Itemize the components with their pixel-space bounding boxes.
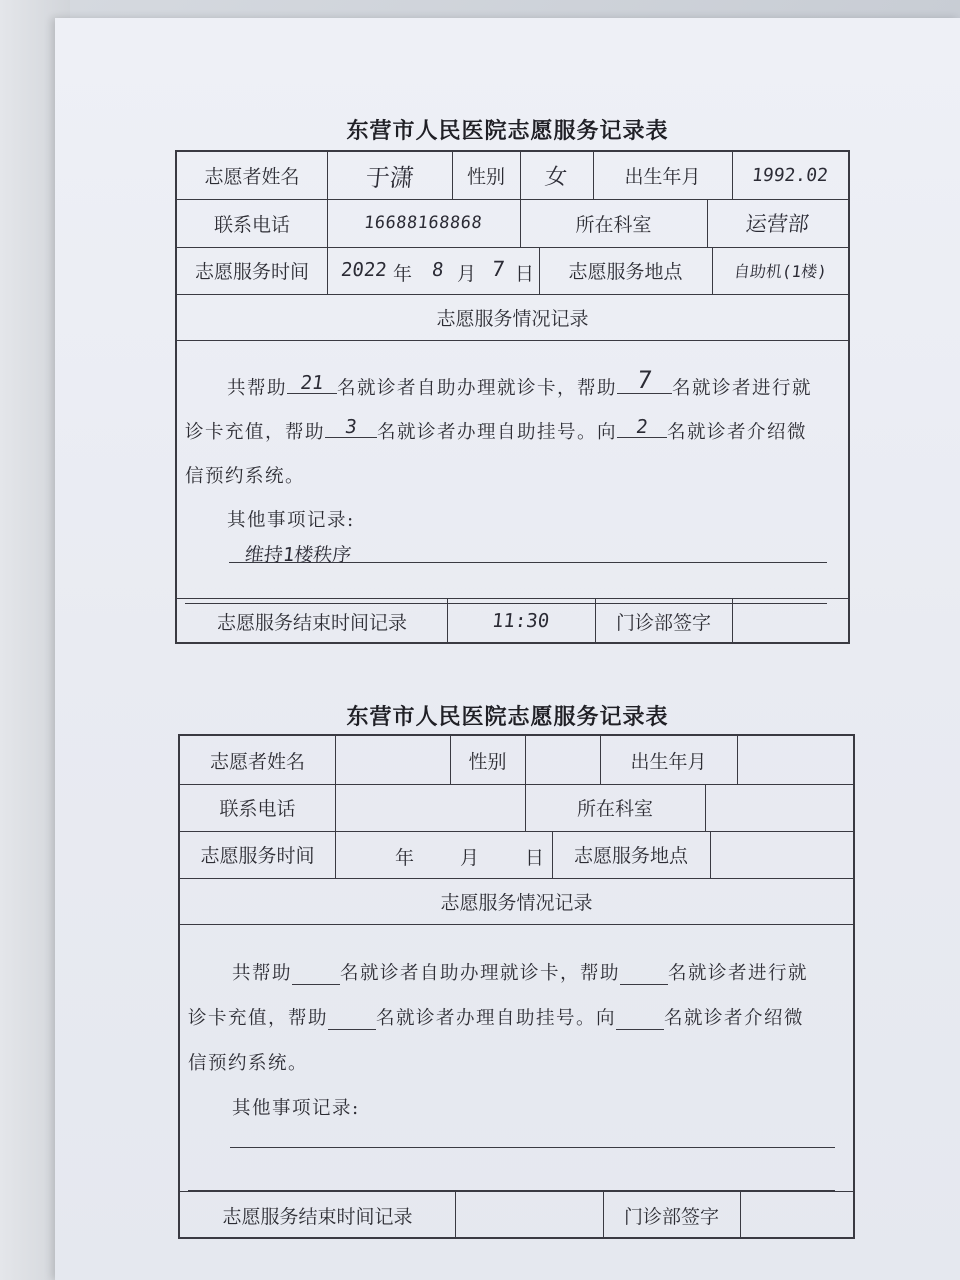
- handwritten-gender: 女: [543, 165, 569, 190]
- form-title: 东营市人民医院志愿服务记录表: [346, 118, 669, 144]
- label-place: 志愿服务地点: [568, 261, 683, 283]
- handwritten-place: 自助机(1楼): [732, 262, 828, 281]
- record-table: [175, 150, 850, 644]
- handwritten-day: 7: [490, 257, 506, 281]
- record-header: 志愿服务情况记录: [440, 891, 593, 914]
- field-phone[interactable]: [327, 199, 520, 247]
- field-gender[interactable]: [520, 152, 593, 199]
- label-sign: 门诊部签字: [615, 611, 711, 634]
- label-dept: 所在科室: [575, 213, 652, 236]
- label-phone: 联系电话: [213, 213, 290, 236]
- blank-count-wechat[interactable]: [616, 1008, 664, 1030]
- handwritten-other: 维持1楼秩序: [243, 544, 353, 566]
- handwritten-birth: 1992.02: [750, 165, 830, 186]
- record-line-2: 诊卡充值，帮助 名就诊者办理自助挂号。向 名就诊者介绍微: [188, 1008, 805, 1029]
- other-label: 其他事项记录:: [227, 510, 355, 531]
- label-day: 日: [525, 847, 545, 869]
- other-line-1[interactable]: [230, 1147, 835, 1148]
- record-table: [178, 734, 855, 1239]
- field-phone[interactable]: [335, 784, 525, 831]
- record-line-3: 信预约系统。: [188, 1053, 309, 1074]
- field-birth[interactable]: [737, 736, 853, 784]
- label-name: 志愿者姓名: [204, 166, 300, 188]
- blank-count-recharge[interactable]: 7: [617, 393, 672, 394]
- blank-count-recharge[interactable]: [620, 963, 668, 985]
- blank-count-card[interactable]: [292, 963, 340, 985]
- blank-count-register[interactable]: 3: [325, 437, 377, 438]
- label-dept: 所在科室: [576, 798, 653, 820]
- record-line-1: 共帮助 21 名就诊者自助办理就诊卡，帮助 7 名就诊者进行就: [227, 366, 813, 399]
- paper-sheet: [55, 18, 960, 1280]
- label-name: 志愿者姓名: [209, 750, 305, 773]
- label-place: 志愿服务地点: [573, 845, 688, 867]
- handwritten-month: 8: [430, 259, 445, 281]
- label-month: 月: [457, 263, 477, 285]
- blank-count-register[interactable]: [328, 1008, 376, 1030]
- blank-count-wechat[interactable]: 2: [617, 437, 667, 438]
- label-end-time: 志愿服务结束时间记录: [216, 611, 407, 634]
- record-line-2: 诊卡充值，帮助 3 名就诊者办理自助挂号。向 2 名就诊者介绍微: [185, 416, 808, 443]
- label-sign: 门诊部签字: [623, 1205, 719, 1228]
- record-line-1: 共帮助 名就诊者自助办理就诊卡，帮助 名就诊者进行就: [232, 963, 809, 984]
- field-end-time[interactable]: [455, 1191, 603, 1239]
- field-dept[interactable]: [707, 199, 848, 247]
- record-line-3: 信预约系统。: [185, 466, 306, 487]
- label-gender: 性别: [468, 750, 507, 773]
- label-month: 月: [460, 847, 480, 869]
- form-2: [55, 658, 960, 1258]
- field-time[interactable]: [327, 247, 539, 294]
- label-year: 年: [393, 263, 413, 285]
- handwritten-year: 2022: [339, 259, 388, 281]
- label-time: 志愿服务时间: [200, 845, 315, 867]
- field-name[interactable]: [335, 736, 450, 784]
- handwritten-dept: 运营部: [744, 212, 811, 236]
- label-phone: 联系电话: [219, 798, 296, 820]
- field-place[interactable]: [710, 831, 853, 878]
- label-year: 年: [395, 847, 415, 869]
- label-birth: 出生年月: [630, 750, 707, 773]
- handwritten-end-time: 11:30: [491, 610, 551, 632]
- field-time[interactable]: [335, 831, 552, 878]
- label-day: 日: [515, 263, 535, 285]
- record-header: 志愿服务情况记录: [436, 307, 589, 330]
- label-end-time: 志愿服务结束时间记录: [222, 1205, 413, 1228]
- field-place[interactable]: [712, 247, 848, 294]
- blank-count-card[interactable]: 21: [287, 393, 337, 394]
- field-sign[interactable]: [740, 1191, 853, 1239]
- handwritten-name: 于潇: [363, 164, 415, 192]
- other-line-1[interactable]: [229, 562, 827, 563]
- other-label: 其他事项记录:: [232, 1098, 360, 1119]
- field-sign[interactable]: [732, 598, 848, 644]
- form-title: 东营市人民医院志愿服务记录表: [346, 704, 669, 730]
- label-birth: 出生年月: [624, 166, 701, 188]
- label-time: 志愿服务时间: [194, 261, 309, 283]
- form-1: [55, 18, 960, 658]
- field-gender[interactable]: [525, 736, 600, 784]
- field-end-time[interactable]: [447, 598, 595, 644]
- field-birth[interactable]: [732, 152, 848, 199]
- handwritten-phone: 16688168868: [363, 213, 484, 233]
- label-gender: 性别: [466, 166, 505, 188]
- field-name[interactable]: [327, 152, 452, 199]
- field-dept[interactable]: [705, 784, 853, 831]
